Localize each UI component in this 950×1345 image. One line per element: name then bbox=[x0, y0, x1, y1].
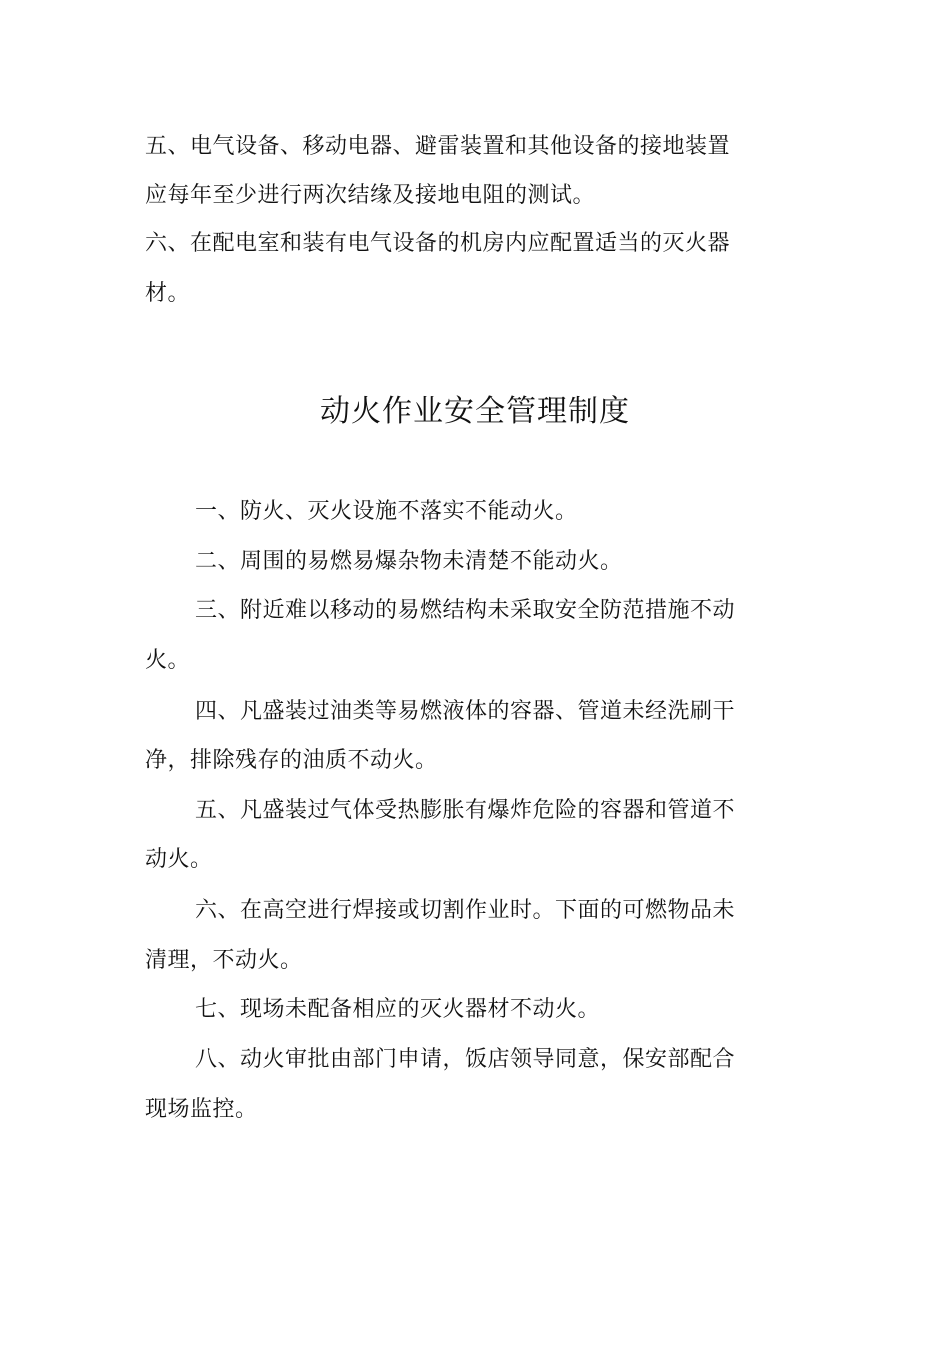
rule-item: 二、周围的易燃易爆杂物未清楚不能动火。 bbox=[195, 549, 623, 574]
paragraph-line: 五、电气设备、移动电器、避雷装置和其他设备的接地装置 bbox=[145, 134, 731, 159]
rule-item-continuation: 现场监控。 bbox=[145, 1097, 258, 1122]
rule-item: 一、防火、灭火设施不落实不能动火。 bbox=[195, 499, 578, 524]
rule-item-continuation: 动火。 bbox=[145, 847, 213, 872]
rule-item: 三、附近难以移动的易燃结构未采取安全防范措施不动 bbox=[195, 598, 736, 623]
rule-item: 五、凡盛装过气体受热膨胀有爆炸危险的容器和管道不 bbox=[195, 798, 736, 823]
rule-item-continuation: 净，排除残存的油质不动火。 bbox=[145, 748, 438, 773]
rule-item: 八、动火审批由部门申请，饭店领导同意，保安部配合 bbox=[195, 1047, 736, 1072]
paragraph-line: 材。 bbox=[145, 281, 191, 306]
rule-item-continuation: 火。 bbox=[145, 648, 191, 673]
paragraph-line: 应每年至少进行两次结缘及接地电阻的测试。 bbox=[145, 183, 596, 208]
rule-item: 七、现场未配备相应的灭火器材不动火。 bbox=[195, 997, 601, 1022]
rule-item: 六、在高空进行焊接或切割作业时。下面的可燃物品未 bbox=[195, 898, 736, 923]
section-title: 动火作业安全管理制度 bbox=[320, 394, 630, 429]
rule-item-continuation: 清理，不动火。 bbox=[145, 948, 303, 973]
paragraph-line: 六、在配电室和装有电气设备的机房内应配置适当的灭火器 bbox=[145, 231, 731, 256]
rule-item: 四、凡盛装过油类等易燃液体的容器、管道未经洗刷干 bbox=[195, 699, 736, 724]
